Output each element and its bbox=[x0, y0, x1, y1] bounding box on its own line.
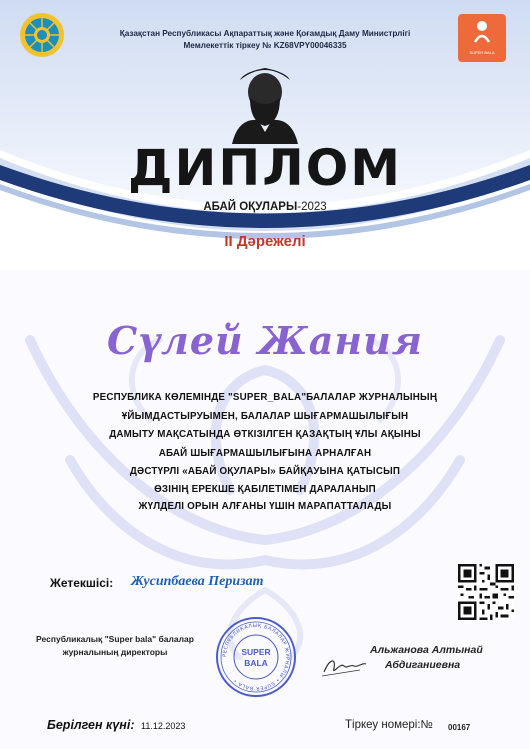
readings-year: -2023 bbox=[297, 201, 327, 213]
readings-subtitle bbox=[0, 201, 530, 213]
qr-code-icon[interactable] bbox=[458, 564, 514, 620]
stamp-ring-text: РЕСПУБЛИКАЛЫҚ БАЛАЛАР ЖУРНАЛЫ • SUPER BALA • bbox=[221, 622, 291, 692]
svg-text:РЕСПУБЛИКАЛЫҚ БАЛАЛАР ЖУРНАЛЫ bbox=[222, 623, 290, 691]
logo-text: SUPER BALA bbox=[469, 50, 495, 55]
state-emblem-icon bbox=[18, 11, 66, 59]
issued-date: 11.12.2023 bbox=[141, 721, 186, 731]
director-name: Альжанова Алтынай bbox=[370, 644, 483, 656]
child-icon bbox=[458, 14, 506, 48]
readings-name: АБАЙ ОҚУЛАРЫ bbox=[203, 201, 298, 213]
super-bala-logo bbox=[458, 14, 506, 62]
supervisor-label: Жетекшісі: bbox=[50, 576, 114, 590]
diploma-title: ДИПЛОМ bbox=[127, 139, 402, 197]
registration-number: 00167 bbox=[448, 723, 471, 732]
citation-line: ДАМЫТУ МАҚСАТЫНДА ӨТКІЗІЛГЕН ҚАЗАҚТЫҢ ҰЛЫ АҚЫНЫ bbox=[109, 429, 421, 440]
registration-label: Тіркеу номері:№ bbox=[345, 719, 433, 731]
stamp-center-bottom: BALA bbox=[244, 658, 268, 668]
degree-label: II Дәрежелі bbox=[224, 233, 306, 250]
supervisor-name: Жусипбаева Перизат bbox=[131, 574, 264, 589]
stamp-center-top: SUPER bbox=[241, 647, 271, 657]
citation-line: АБАЙ ШЫҒАРМАШЫЛЫҒЫНА АРНАЛҒАН bbox=[158, 448, 372, 459]
citation-line: РЕСПУБЛИКА КӨЛЕМІНДЕ "SUPER_BALA"БАЛАЛАР ЖУРНАЛЫНЫҢ bbox=[92, 392, 438, 403]
citation-line: ҰЙЫМДАСТЫРУЫМЕН, БАЛАЛАР ШЫҒАРМАШЫЛЫҒЫН bbox=[121, 411, 409, 422]
director-title: Республикалық "Super bala" балалар bbox=[36, 634, 194, 644]
abai-portrait bbox=[220, 58, 310, 144]
registration-line: Мемлекеттік тіркеу № KZ68VPY00046335 bbox=[183, 41, 347, 50]
signature bbox=[320, 652, 370, 680]
director-patronymic: Абдиганиевна bbox=[385, 659, 461, 671]
ministry-line: Қазақстан Республикасы Ақпараттық және Қоғамдық Даму Министрлігі bbox=[119, 29, 411, 38]
citation-line: ЖҮЛДЕЛІ ОРЫН АЛҒАНЫ ҮШІН МАРАПАТТАЛАДЫ bbox=[138, 501, 392, 512]
citation-line: ӨЗІНІҢ ЕРЕКШЕ ҚАБІЛЕТІМЕН ДАРАЛАНЫП bbox=[154, 484, 376, 495]
official-stamp bbox=[215, 616, 297, 698]
issued-label: Берілген күні: bbox=[47, 718, 135, 732]
director-title: журналының директоры bbox=[62, 647, 168, 657]
recipient-name: Сүлей Жания bbox=[107, 318, 423, 363]
citation-line: ДӘСТҮРЛІ «АБАЙ ОҚУЛАРЫ» БАЙҚАУЫНА ҚАТЫСЫП bbox=[129, 466, 401, 477]
